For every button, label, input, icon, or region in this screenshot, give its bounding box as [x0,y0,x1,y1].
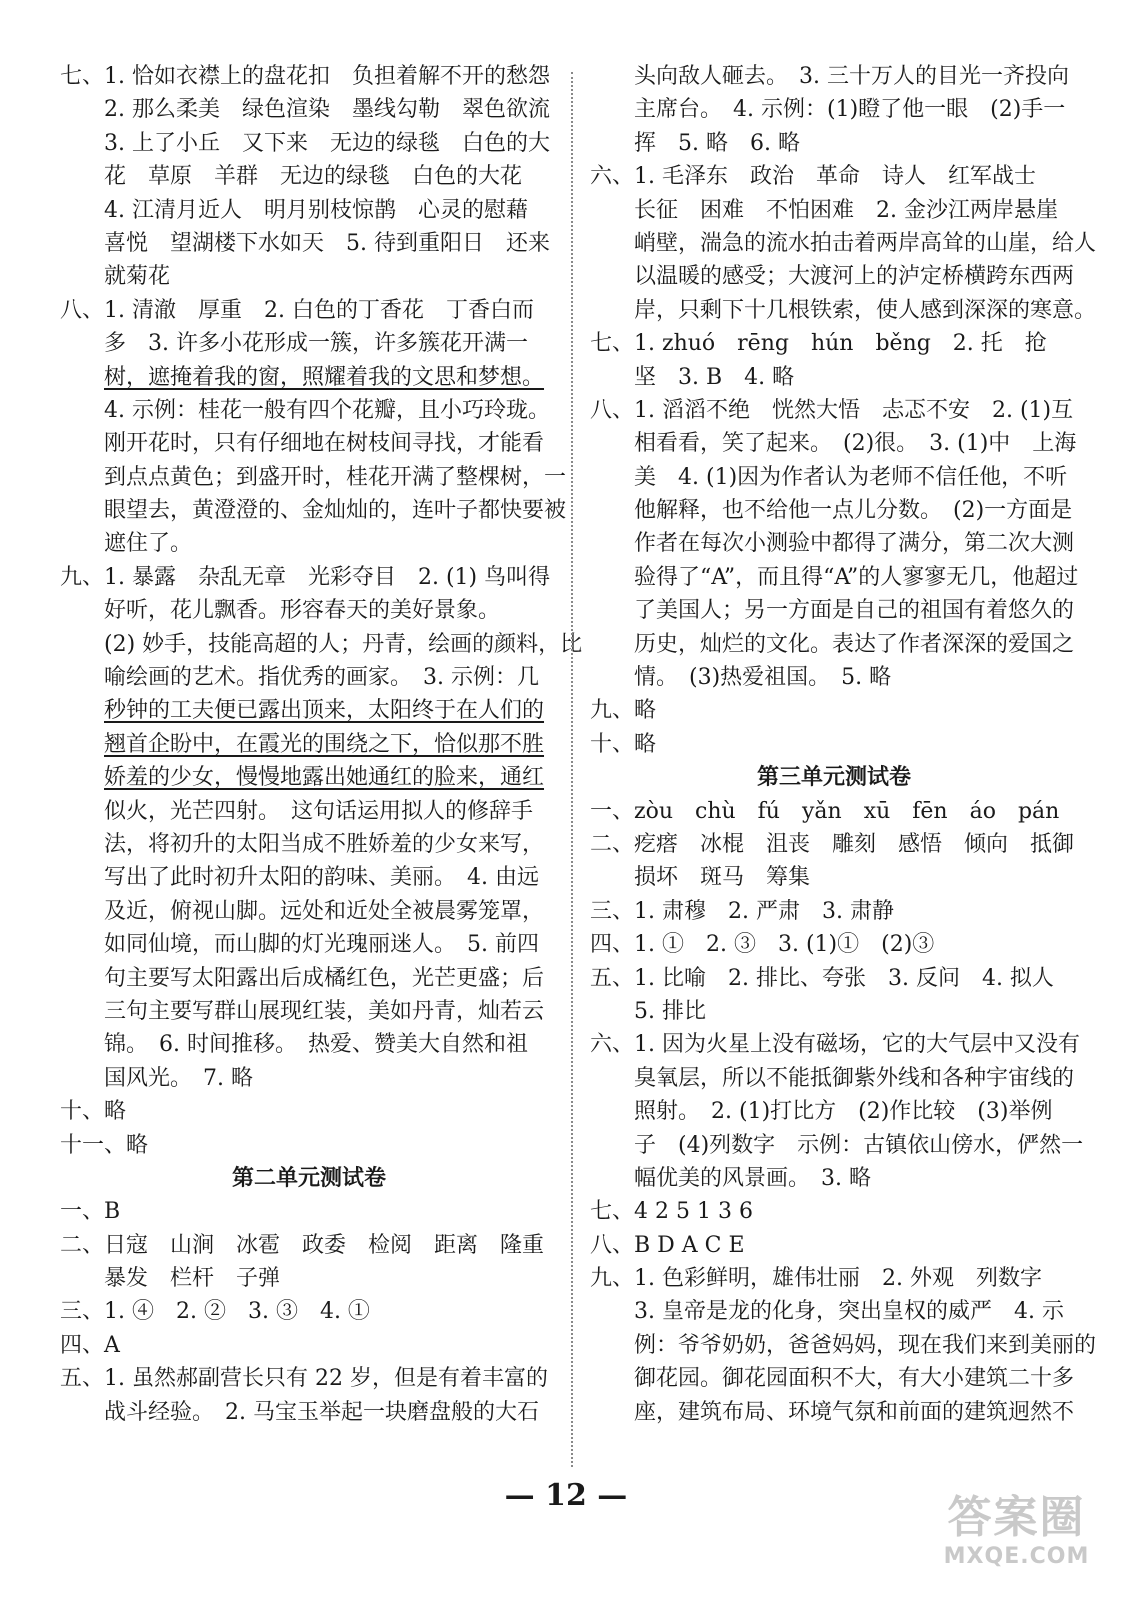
text-line: 情。 (3)热爱祖国。 5. 略 [634,665,892,691]
section-title: 第二单元测试卷 [231,1164,386,1191]
text-line: 好听，花儿飘香。形容春天的美好景象。 [104,598,501,624]
text-line: 七、1. zhuó rēng hún běng 2. 托 抢 [590,331,1047,357]
text-line: 十、略 [60,1099,127,1125]
text-line: 一、B [60,1199,121,1225]
text-line: 历史，灿烂的文化。表达了作者深深的爱国之 [634,631,1075,657]
text-line: 遮住了。 [104,531,193,557]
watermark-text: 答案圈 [947,1492,1086,1543]
text-line: 喜悦 望湖楼下水如天 5. 待到重阳日 还来 [104,230,550,256]
text-line: 法，将初升的太阳当成不胜娇羞的少女来写， [104,831,545,857]
text-line: 十、略 [590,731,657,757]
text-line: 五、1. 比喻 2. 排比、夸张 3. 反问 4. 拟人 [590,965,1054,991]
text-line: 三、1. ④ 2. ② 3. ③ 4. ① [60,1299,370,1325]
text-line: 作者在每次小测验中都得了满分，第二次大测 [634,531,1075,557]
left-column [60,60,583,1429]
text-line: 4. 江清月近人 明月别枝惊鹊 心灵的慰藉 [104,197,528,223]
text-line: 三句主要写群山展现红装，美如丹青，灿若云 [104,998,545,1024]
right-column [590,60,1097,1429]
text-line: 二、日寇 山涧 冰雹 政委 检阅 距离 隆重 [60,1232,545,1258]
text-line: 七、4 2 5 1 3 6 [590,1199,753,1225]
text-line: 眼望去，黄澄澄的、金灿灿的，连叶子都快要被 [104,498,567,524]
text-line: 战斗经验。 2. 马宝玉举起一块磨盘般的大石 [104,1399,539,1425]
text-line: 树，遮掩着我的窗，照耀着我的文思和梦想。 [104,364,545,390]
text-line: 暴发 栏杆 子弹 [104,1266,281,1292]
text-line: 峭壁，湍急的流水拍击着两岸高耸的山崖，给人 [634,230,1097,256]
text-line: 到点点黄色；到盛开时，桂花开满了整棵树，一 [104,464,567,490]
page-number: — 12 — [504,1478,628,1513]
text-line: (2) 妙手，技能高超的人；丹青，绘画的颜料，比 [104,631,583,657]
text-line: 座，建筑布局、环境气氛和前面的建筑迥然不 [634,1399,1075,1425]
text-line: 娇羞的少女，慢慢地露出她通红的脸来，通红 [104,765,545,791]
text-line: 2. 那么柔美 绿色渲染 墨线勾勒 翠色欲流 [104,97,550,123]
text-line: 一、zòu chù fú yǎn xū fēn áo pán [590,798,1060,824]
text-line: 3. 上了小丘 又下来 无边的绿毯 白色的大 [104,130,550,156]
column-divider [571,72,573,1467]
text-line: 十一、略 [60,1132,149,1158]
text-line: 坚 3. B 4. 略 [634,364,795,390]
text-line: 二、疙瘩 冰棍 沮丧 雕刻 感悟 倾向 抵御 [590,831,1075,857]
text-line: 八、1. 清澈 厚重 2. 白色的丁香花 丁香白而 [60,297,534,323]
text-line: 多 3. 许多小花形成一簇，许多簇花开满一 [104,331,528,357]
text-line: 似火，光芒四射。 这句话运用拟人的修辞手 [104,798,534,824]
text-line: 九、1. 色彩鲜明，雄伟壮丽 2. 外观 列数字 [590,1266,1042,1292]
text-line: 九、略 [590,698,657,724]
text-line: 例：爷爷奶奶，爸爸妈妈，现在我们来到美丽的 [634,1332,1097,1358]
text-line: 了美国人；另一方面是自己的祖国有着悠久的 [634,598,1075,624]
watermark-logo [929,1492,1104,1582]
section-title: 第三单元测试卷 [756,764,911,791]
text-line: 国风光。 7. 略 [104,1065,253,1091]
text-line: 八、B D A C E [590,1232,745,1258]
text-line: 六、1. 毛泽东 政治 革命 诗人 红军战士 [590,164,1036,190]
text-line: 花 草原 羊群 无边的绿毯 白色的大花 [104,164,523,190]
text-line: 刚开花时，只有仔细地在树枝间寻找，才能看 [104,431,545,457]
text-line: 岸，只剩下十几根铁索，使人感到深深的寒意。 [634,297,1097,323]
text-line: 就菊花 [104,264,171,290]
text-line: 5. 排比 [634,998,706,1024]
text-line: 幅优美的风景画。 3. 略 [634,1165,871,1191]
text-line: 八、1. 滔滔不绝 恍然大悟 忐忑不安 2. (1)互 [590,397,1074,423]
text-line: 七、1. 恰如衣襟上的盘花扣 负担着解不开的愁怨 [60,64,550,89]
text-line: 句主要写太阳露出后成橘红色，光芒更盛；后 [104,965,545,991]
text-line: 长征 困难 不怕困难 2. 金沙江两岸悬崖 [634,197,1058,223]
text-line: 臭氧层，所以不能抵御紫外线和各种宇宙线的 [634,1065,1075,1091]
text-line: 四、A [60,1332,120,1358]
text-line: 五、1. 虽然郝副营长只有 22 岁，但是有着丰富的 [60,1366,548,1392]
text-line: 头向敌人砸去。 3. 三十万人的目光一齐投向 [634,64,1069,89]
text-line: 相看看，笑了起来。 (2)很。 3. (1)中 上海 [634,431,1077,457]
text-line: 如同仙境，而山脚的灯光瑰丽迷人。 5. 前四 [104,932,539,958]
text-line: 秒钟的工夫便已露出顶来，太阳终于在人们的 [104,698,545,724]
text-line: 以温暖的感受；大渡河上的泸定桥横跨东西两 [634,264,1075,290]
text-line: 九、1. 暴露 杂乱无章 光彩夺目 2. (1) 鸟叫得 [60,564,551,590]
text-line: 翘首企盼中，在霞光的围绕之下，恰似那不胜 [104,731,545,757]
text-line: 主席台。 4. 示例：(1)瞪了他一眼 (2)手一 [634,97,1066,123]
text-line: 4. 示例：桂花一般有四个花瓣，且小巧玲珑。 [104,397,550,423]
text-line: 及近，俯视山脚。远处和近处全被晨雾笼罩， [104,898,545,924]
text-line: 御花园。御花园面积不大，有大小建筑二十多 [634,1366,1075,1392]
text-line: 美 4. (1)因为作者认为老师不信任他，不听 [634,464,1068,490]
text-line: 喻绘画的艺术。指优秀的画家。 3. 示例：几 [104,665,539,691]
text-line: 三、1. 肃穆 2. 严肃 3. 肃静 [590,898,894,924]
text-line: 3. 皇帝是龙的化身，突出皇权的威严 4. 示 [634,1299,1064,1325]
text-line: 六、1. 因为火星上没有磁场，它的大气层中又没有 [590,1032,1080,1058]
text-line: 照射。 2. (1)打比方 (2)作比较 (3)举例 [634,1099,1053,1125]
text-line: 写出了此时初升太阳的韵味、美丽。 4. 由远 [104,865,539,891]
text-line: 子 (4)列数字 示例：古镇依山傍水，俨然一 [634,1132,1084,1158]
text-line: 四、1. ① 2. ③ 3. (1)① (2)③ [590,932,935,958]
text-line: 损坏 斑马 筹集 [634,865,811,891]
text-line: 他解释，也不给他一点儿分数。 (2)一方面是 [634,498,1073,524]
watermark-url: MXQE.COM [943,1544,1090,1569]
text-line: 挥 5. 略 6. 略 [634,130,800,156]
text-line: 锦。 6. 时间推移。 热爱、赞美大自然和祖 [104,1032,528,1058]
text-line: 验得了“A”，而且得“A”的人寥寥无几，他超过 [634,564,1079,590]
